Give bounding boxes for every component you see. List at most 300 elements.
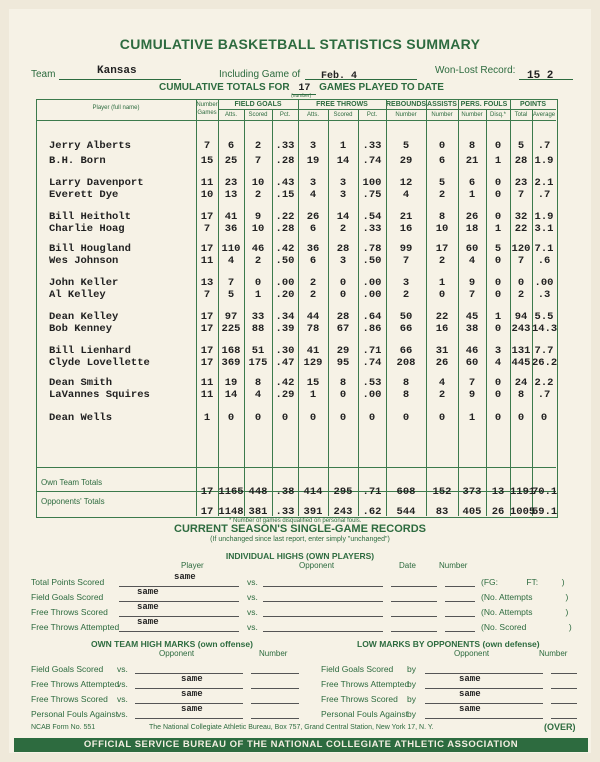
col-pf-disq: Disq.* [489, 112, 506, 118]
stat-fga: 13 [224, 189, 238, 201]
stat-ftp: .53 [362, 377, 382, 389]
stat-pf: 46 [465, 345, 479, 357]
records-title: CURRENT SEASON'S SINGLE-GAME RECORDS [174, 523, 426, 535]
right-mark-label: Personal Fouls Against [321, 709, 408, 719]
left-mark-number-line [251, 673, 299, 674]
stat-g: 15 [200, 155, 214, 167]
stat-g: 11 [200, 177, 214, 189]
stat-reb: 16 [399, 223, 413, 235]
player-name: John Keller [49, 277, 119, 289]
left-mark-label: Free Throws Scored [31, 694, 108, 704]
stat-ftp: .75 [362, 189, 382, 201]
stat-pf: 1 [468, 412, 476, 424]
team-line [59, 79, 181, 80]
stat-pf: 9 [468, 389, 476, 401]
player-name: LaVannes Squires [49, 389, 150, 401]
stat-avg: 26.2 [532, 357, 558, 369]
stat-reb: 208 [396, 357, 416, 369]
stat-sheet [9, 9, 591, 753]
stat-pts: 243 [511, 323, 531, 335]
stat-reb: 3 [402, 277, 410, 289]
stat-pf: 26 [465, 211, 479, 223]
vs-label: vs. [247, 622, 258, 632]
vs-label: vs. [247, 577, 258, 587]
left-mark-connector: vs. [117, 694, 128, 704]
stat-fgm: 7 [254, 155, 262, 167]
stat-fga: 25 [224, 155, 238, 167]
col-games: Games [197, 110, 217, 116]
col-fg-scored: Scored [248, 112, 268, 118]
stat-fgm: 8 [254, 377, 262, 389]
stat-pf: 4 [468, 255, 476, 267]
player-name: Larry Davenport [49, 177, 144, 189]
stat-fgp: .42 [275, 377, 295, 389]
own-total-fgm: 448 [248, 486, 268, 498]
stat-ast: 0 [438, 140, 446, 152]
stat-fgm: 46 [251, 243, 265, 255]
stat-fgp: .34 [275, 311, 295, 323]
right-mark-value: same [459, 674, 481, 684]
stat-ast: 4 [438, 377, 446, 389]
stat-ftm: 3 [339, 177, 347, 189]
stat-fta: 6 [309, 223, 317, 235]
ih-col-date: Date [399, 561, 416, 570]
stat-pf: 9 [468, 277, 476, 289]
stat-fga: 14 [224, 389, 238, 401]
col-rebounds: REBOUNDS [386, 101, 427, 108]
stat-ftp: .50 [362, 255, 382, 267]
ncaa-banner: OFFICIAL SERVICE BUREAU OF THE NATIONAL COLLEGIATE ATHLETIC ASSOCIATION [14, 738, 588, 752]
left-mark-number-line [251, 688, 299, 689]
stat-ftp: .74 [362, 357, 382, 369]
record-label: Free Throws Attempted [31, 622, 120, 632]
stat-ftp: .00 [362, 389, 382, 401]
vs-label: vs. [247, 592, 258, 602]
stat-avg: 7.1 [534, 243, 554, 255]
own-total-pf: 373 [462, 486, 482, 498]
own-total-avg: 70.1 [532, 486, 558, 498]
stat-ftm: 2 [339, 223, 347, 235]
own-col-number: Number [259, 649, 288, 658]
stat-fga: 23 [224, 177, 238, 189]
stat-ast: 26 [435, 357, 449, 369]
vs-label: vs. [247, 607, 258, 617]
stat-avg: .7 [537, 140, 551, 152]
bureau-address: The National Collegiate Athletic Bureau, Box 757, Grand Central Station, New York 17, N. Y. [149, 724, 434, 731]
stat-fgm: 2 [254, 255, 262, 267]
stat-ftp: .74 [362, 155, 382, 167]
own-total-fta: 414 [303, 486, 323, 498]
opponent-line [263, 601, 383, 602]
player-name: Jerry Alberts [49, 140, 131, 152]
stat-ftp: .33 [362, 140, 382, 152]
left-mark-label: Field Goals Scored [31, 664, 104, 674]
stat-ast: 5 [438, 177, 446, 189]
number-note: (number) [291, 93, 312, 99]
stat-dq: 5 [494, 243, 502, 255]
stat-g: 17 [200, 357, 214, 369]
stat-fta: 3 [309, 140, 317, 152]
stat-pts: 0 [517, 412, 525, 424]
col-free-throws: FREE THROWS [316, 101, 368, 108]
stat-avg: 1.9 [534, 155, 554, 167]
opp-total-avg: 59.1 [532, 506, 558, 518]
stat-dq: 1 [494, 311, 502, 323]
number-line [445, 586, 475, 587]
stat-pts: 32 [514, 211, 528, 223]
stat-ftm: 0 [339, 412, 347, 424]
stat-pts: 120 [511, 243, 531, 255]
player-name: Clyde Lovellette [49, 357, 150, 369]
stat-dq: 0 [494, 323, 502, 335]
stat-fgp: .47 [275, 357, 295, 369]
stat-reb: 99 [399, 243, 413, 255]
right-mark-connector: by [407, 709, 416, 719]
stat-fta: 19 [306, 155, 320, 167]
record-value: same [137, 602, 159, 612]
stat-fgm: 175 [248, 357, 268, 369]
stat-dq: 0 [494, 389, 502, 401]
stat-ast: 0 [438, 412, 446, 424]
player-name: Dean Wells [49, 412, 113, 424]
opp-total-ast: 83 [435, 506, 449, 518]
stat-g: 7 [203, 289, 211, 301]
stat-fta: 36 [306, 243, 320, 255]
record-label: Field Goals Scored [31, 592, 104, 602]
col-points: POINTS [519, 101, 547, 108]
stat-ftp: .64 [362, 311, 382, 323]
stat-fta: 129 [303, 357, 323, 369]
stat-fgp: .39 [275, 323, 295, 335]
left-mark-number-line [251, 718, 299, 719]
stat-fga: 97 [224, 311, 238, 323]
stat-fgp: .28 [275, 155, 295, 167]
player-name: Bill Heitholt [49, 211, 131, 223]
stat-ftm: 0 [339, 289, 347, 301]
left-mark-number-line [251, 703, 299, 704]
stat-ftm: 3 [339, 189, 347, 201]
opponent-line [263, 586, 383, 587]
stat-fgm: 2 [254, 189, 262, 201]
header-divider [218, 109, 556, 110]
team-value: Kansas [97, 65, 137, 77]
stat-g: 17 [200, 311, 214, 323]
own-total-fga: 1165 [218, 486, 244, 498]
stat-ftm: 14 [336, 155, 350, 167]
stat-pts: 0 [517, 277, 525, 289]
cumulative-post: GAMES PLAYED TO DATE [319, 82, 444, 93]
right-mark-connector: by [407, 664, 416, 674]
stat-g: 11 [200, 389, 214, 401]
left-mark-value: same [181, 704, 203, 714]
stat-ast: 6 [438, 155, 446, 167]
stat-fgm: 10 [251, 223, 265, 235]
record-suffix: (No. Scored ) [481, 622, 572, 632]
stat-fgm: 9 [254, 211, 262, 223]
stat-ast: 31 [435, 345, 449, 357]
col-ft-scored: Scored [333, 112, 353, 118]
stat-fgp: .00 [275, 277, 295, 289]
opponent-line [263, 631, 383, 632]
stat-dq: 0 [494, 189, 502, 201]
own-total-ftp: .71 [362, 486, 382, 498]
stat-dq: 0 [494, 377, 502, 389]
stat-fga: 7 [227, 277, 235, 289]
stat-ftm: 0 [339, 389, 347, 401]
stat-fgm: 1 [254, 289, 262, 301]
stat-avg: .7 [537, 389, 551, 401]
stat-reb: 4 [402, 189, 410, 201]
stat-g: 17 [200, 323, 214, 335]
stat-ast: 2 [438, 389, 446, 401]
stat-ftp: .33 [362, 223, 382, 235]
stat-ftp: .00 [362, 289, 382, 301]
stat-g: 17 [200, 345, 214, 357]
stat-reb: 7 [402, 255, 410, 267]
col-pts-average: Average [532, 112, 556, 118]
player-name: Dean Kelley [49, 311, 119, 323]
stat-fta: 1 [309, 389, 317, 401]
stat-ast: 17 [435, 243, 449, 255]
stat-ftm: 1 [339, 140, 347, 152]
stat-avg: 2.2 [534, 377, 554, 389]
opp-total-fga: 1148 [218, 506, 244, 518]
right-mark-line [425, 703, 543, 704]
right-mark-line [425, 718, 543, 719]
stat-g: 13 [200, 277, 214, 289]
right-mark-connector: by [407, 694, 416, 704]
low-marks-title: LOW MARKS BY OPPONENTS (own defense) [357, 639, 540, 649]
stat-reb: 12 [399, 177, 413, 189]
record-label: Won-Lost Record: [435, 65, 516, 76]
record-value: 15 2 [527, 70, 554, 82]
stat-fga: 36 [224, 223, 238, 235]
stat-ftm: 28 [336, 243, 350, 255]
left-mark-line [135, 718, 243, 719]
stat-fga: 41 [224, 211, 238, 223]
opp-totals-label: Opponents' Totals [41, 497, 105, 506]
record-value: same [137, 617, 159, 627]
stat-reb: 29 [399, 155, 413, 167]
stat-pts: 8 [517, 389, 525, 401]
stat-g: 7 [203, 223, 211, 235]
record-value: same [137, 587, 159, 597]
stat-ftm: 0 [339, 277, 347, 289]
opp-total-fta: 391 [303, 506, 323, 518]
stat-reb: 2 [402, 289, 410, 301]
player-name: Bill Hougland [49, 243, 131, 255]
date-line [391, 586, 437, 587]
stat-reb: 66 [399, 323, 413, 335]
stat-pts: 22 [514, 223, 528, 235]
player-name: Charlie Hoag [49, 223, 125, 235]
form-title: CUMULATIVE BASKETBALL STATISTICS SUMMARY [119, 36, 481, 52]
stat-ftm: 95 [336, 357, 350, 369]
col-pf-number: Number [461, 112, 483, 118]
col-pers-fouls: PERS. FOULS [460, 101, 508, 108]
date-line [391, 616, 437, 617]
totals-rule [36, 467, 556, 468]
stat-pf: 38 [465, 323, 479, 335]
own-total-dq: 13 [491, 486, 505, 498]
stat-fta: 2 [309, 277, 317, 289]
stat-ftm: 67 [336, 323, 350, 335]
stat-ast: 1 [438, 277, 446, 289]
right-mark-line [425, 673, 543, 674]
stat-fgm: 0 [254, 412, 262, 424]
stat-ftp: .71 [362, 345, 382, 357]
stat-g: 10 [200, 189, 214, 201]
stat-g: 7 [203, 140, 211, 152]
number-line [445, 601, 475, 602]
stat-dq: 0 [494, 211, 502, 223]
stat-ftm: 29 [336, 345, 350, 357]
stat-fta: 2 [309, 289, 317, 301]
stat-fta: 6 [309, 255, 317, 267]
stat-fta: 44 [306, 311, 320, 323]
own-total-g: 17 [200, 486, 214, 498]
stat-fgm: 88 [251, 323, 265, 335]
including-value: Feb. 4 [321, 71, 358, 82]
form-number: NCAB Form No. 551 [31, 724, 96, 731]
stat-pts: 7 [517, 255, 525, 267]
stat-fgm: 4 [254, 389, 262, 401]
col-ft-atts: Atts. [306, 112, 319, 118]
right-mark-label: Free Throws Attempted [321, 679, 410, 689]
col-number: Number [196, 102, 218, 108]
player-name: B.H. Born [49, 155, 106, 167]
stat-fta: 15 [306, 377, 320, 389]
stat-pf: 7 [468, 289, 476, 301]
stat-ftp: 100 [362, 177, 382, 189]
stat-pts: 94 [514, 311, 528, 323]
stat-ftm: 8 [339, 377, 347, 389]
stat-ftm: 14 [336, 211, 350, 223]
stat-avg: .6 [537, 255, 551, 267]
stat-reb: 0 [402, 412, 410, 424]
record-suffix: (FG: FT: ) [481, 577, 565, 587]
right-mark-label: Field Goals Scored [321, 664, 394, 674]
stat-fta: 0 [309, 412, 317, 424]
record-label: Total Points Scored [31, 577, 105, 587]
stat-ast: 2 [438, 189, 446, 201]
stat-avg: 5.5 [534, 311, 554, 323]
stat-pf: 1 [468, 189, 476, 201]
stat-pf: 60 [465, 243, 479, 255]
stat-dq: 1 [494, 155, 502, 167]
opp-total-fgp: .33 [275, 506, 295, 518]
header-bottom-rule [36, 120, 556, 121]
stat-fta: 4 [309, 189, 317, 201]
right-mark-line [425, 688, 543, 689]
date-line [391, 601, 437, 602]
stat-dq: 3 [494, 345, 502, 357]
date-line [391, 631, 437, 632]
stat-pts: 5 [517, 140, 525, 152]
including-label: Including Game of [219, 69, 301, 80]
stat-dq: 0 [494, 412, 502, 424]
low-col-opponent: Opponent [454, 649, 490, 658]
own-total-ast: 152 [432, 486, 452, 498]
stat-dq: 0 [494, 140, 502, 152]
stat-avg: 14.3 [532, 323, 558, 335]
col-field-goals: FIELD GOALS [234, 101, 282, 108]
left-mark-connector: vs. [117, 709, 128, 719]
opp-total-pts: 1005 [510, 506, 536, 518]
player-name: Bill Lienhard [49, 345, 131, 357]
stat-fgp: .28 [275, 223, 295, 235]
stat-pf: 18 [465, 223, 479, 235]
right-mark-value: same [459, 704, 481, 714]
left-mark-value: same [181, 689, 203, 699]
stat-pf: 60 [465, 357, 479, 369]
stat-dq: 0 [494, 289, 502, 301]
low-col-number: Number [539, 649, 568, 658]
left-mark-value: same [181, 674, 203, 684]
stat-dq: 0 [494, 177, 502, 189]
left-mark-label: Free Throws Attempted [31, 679, 120, 689]
stat-fgp: .50 [275, 255, 295, 267]
own-totals-label: Own Team Totals [41, 478, 103, 487]
stat-fgm: 2 [254, 140, 262, 152]
player-name: Wes Johnson [49, 255, 119, 267]
stat-fgp: .30 [275, 345, 295, 357]
cumulative-pre: CUMULATIVE TOTALS FOR [159, 82, 290, 93]
stat-ftp: .78 [362, 243, 382, 255]
opp-total-dq: 26 [491, 506, 505, 518]
stat-fga: 19 [224, 377, 238, 389]
stat-reb: 66 [399, 345, 413, 357]
stat-ast: 8 [438, 211, 446, 223]
right-mark-number-line [551, 718, 577, 719]
stat-ast: 22 [435, 311, 449, 323]
stat-g: 11 [200, 255, 214, 267]
own-total-ftm: 295 [333, 486, 353, 498]
right-mark-connector: by [407, 679, 416, 689]
left-mark-label: Personal Fouls Against [31, 709, 118, 719]
stat-dq: 4 [494, 357, 502, 369]
stat-pf: 7 [468, 377, 476, 389]
stat-reb: 8 [402, 389, 410, 401]
col-fg-pct: Pct. [279, 112, 291, 118]
own-team-title: OWN TEAM HIGH MARKS (own offense) [91, 639, 253, 649]
stat-fgp: .33 [275, 140, 295, 152]
stat-pts: 23 [514, 177, 528, 189]
player-name: Bob Kenney [49, 323, 113, 335]
own-col-opponent: Opponent [159, 649, 195, 658]
col-ast-number: Number [431, 112, 453, 118]
stat-fgm: 10 [251, 177, 265, 189]
stat-pf: 21 [465, 155, 479, 167]
stat-avg: .00 [534, 277, 554, 289]
left-mark-connector: vs. [117, 679, 128, 689]
footnote: * Number of games disqualified on personal fouls. [229, 518, 362, 524]
right-mark-number-line [551, 673, 577, 674]
stat-fga: 5 [227, 289, 235, 301]
stat-avg: 1.9 [534, 211, 554, 223]
stat-ast: 10 [435, 223, 449, 235]
stat-fga: 6 [227, 140, 235, 152]
number-line [445, 631, 475, 632]
stat-fgp: .43 [275, 177, 295, 189]
stat-fga: 0 [227, 412, 235, 424]
stat-g: 1 [203, 412, 211, 424]
stat-fta: 3 [309, 177, 317, 189]
record-value: same [174, 572, 196, 582]
stat-pts: 445 [511, 357, 531, 369]
stat-g: 11 [200, 377, 214, 389]
stat-reb: 50 [399, 311, 413, 323]
